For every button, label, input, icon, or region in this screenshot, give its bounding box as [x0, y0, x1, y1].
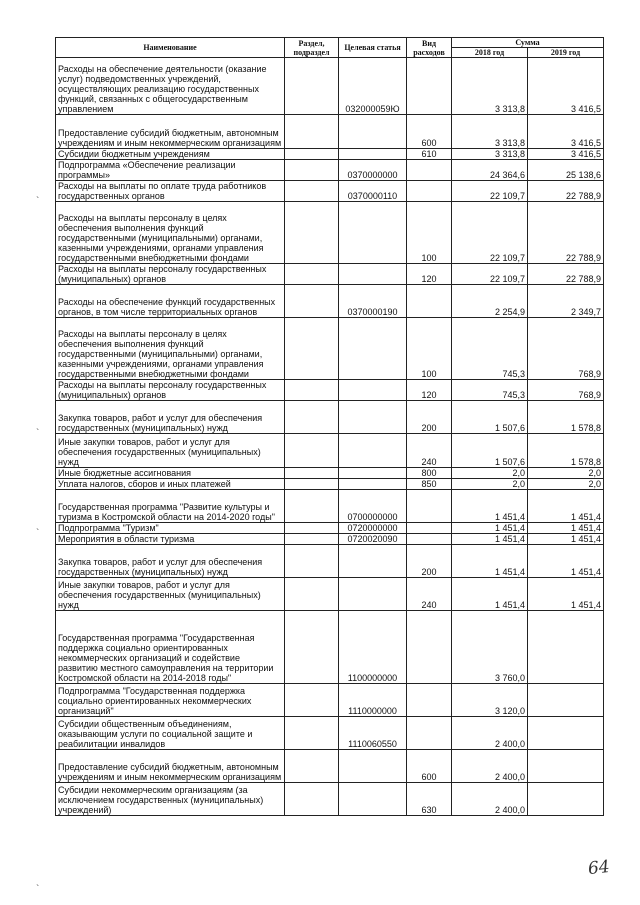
row-section-cell	[285, 545, 339, 578]
margin-mark: `	[36, 196, 40, 207]
row-kind-cell: 600	[407, 750, 452, 783]
page-number: 64	[587, 856, 611, 880]
row-article-cell: 0720000000	[339, 523, 407, 534]
row-section-cell	[285, 202, 339, 264]
row-kind-cell	[407, 523, 452, 534]
row-amount-2019-cell	[528, 783, 604, 816]
row-name-cell: Расходы на выплаты персоналу государственных (муниципальных) органов	[56, 264, 285, 285]
row-section-cell	[285, 479, 339, 490]
row-section-cell	[285, 490, 339, 523]
row-amount-2019-cell: 2,0	[528, 468, 604, 479]
budget-table	[55, 37, 604, 816]
row-amount-2018-cell: 24 364,6	[452, 160, 528, 181]
row-kind-cell: 200	[407, 401, 452, 434]
table-row	[56, 468, 604, 479]
table-row	[56, 545, 604, 578]
row-amount-2019-cell: 2,0	[528, 479, 604, 490]
row-kind-cell: 600	[407, 115, 452, 149]
row-name-cell: Закупка товаров, работ и услуг для обеспечения государственных (муниципальных) нужд	[56, 545, 285, 578]
row-amount-2019-cell: 3 416,5	[528, 149, 604, 160]
row-name-cell: Иные закупки товаров, работ и услуг для обеспечения государственных (муниципальных) нужд	[56, 434, 285, 468]
row-article-cell	[339, 545, 407, 578]
row-amount-2018-cell: 3 120,0	[452, 684, 528, 717]
row-amount-2018-cell: 3 313,8	[452, 149, 528, 160]
row-amount-2019-cell: 25 138,6	[528, 160, 604, 181]
row-section-cell	[285, 523, 339, 534]
row-amount-2018-cell: 1 451,4	[452, 490, 528, 523]
row-section-cell	[285, 534, 339, 545]
row-amount-2019-cell	[528, 750, 604, 783]
row-article-cell	[339, 264, 407, 285]
row-article-cell	[339, 479, 407, 490]
table-row	[56, 115, 604, 149]
row-name-cell: Закупка товаров, работ и услуг для обеспечения государственных (муниципальных) нужд	[56, 401, 285, 434]
row-article-cell	[339, 202, 407, 264]
row-article-cell	[339, 380, 407, 401]
row-amount-2018-cell: 2 400,0	[452, 783, 528, 816]
row-name-cell: Субсидии общественным объединениям, оказывающим услуги по социальной защите и реабилитации инвалидов	[56, 717, 285, 750]
table-row	[56, 717, 604, 750]
col-header-sum: Сумма	[452, 38, 604, 48]
table-row	[56, 523, 604, 534]
row-article-cell: 0370000190	[339, 285, 407, 318]
row-amount-2018-cell: 3 760,0	[452, 611, 528, 684]
table-row	[56, 160, 604, 181]
row-article-cell: 0700000000	[339, 490, 407, 523]
row-name-cell: Расходы на обеспечение деятельности (оказание услуг) подведомственных учреждений, осуществляющих реализацию государственных функций, связанных с общегосударственным управлением	[56, 58, 285, 115]
row-kind-cell	[407, 285, 452, 318]
row-name-cell: Уплата налогов, сборов и иных платежей	[56, 479, 285, 490]
table-row	[56, 149, 604, 160]
row-name-cell: Расходы на выплаты персоналу в целях обеспечения выполнения функций государственными (муниципальными) органами, казенными учреждениями, органами управления государственными внебюджетными фондами	[56, 318, 285, 380]
row-kind-cell	[407, 611, 452, 684]
row-amount-2019-cell	[528, 717, 604, 750]
row-name-cell: Расходы на выплаты персоналу в целях обеспечения выполнения функций государственными (муниципальными) органами, казенными учреждениями, органами управления государственными внебюджетными фондами	[56, 202, 285, 264]
table-row	[56, 58, 604, 115]
row-kind-cell	[407, 58, 452, 115]
col-header-section: Раздел, подраздел	[285, 38, 339, 58]
col-header-kind: Вид расходов	[407, 38, 452, 58]
row-amount-2018-cell: 22 109,7	[452, 264, 528, 285]
row-article-cell	[339, 149, 407, 160]
row-amount-2018-cell: 1 451,4	[452, 578, 528, 611]
table-row	[56, 750, 604, 783]
row-amount-2018-cell: 1 451,4	[452, 545, 528, 578]
row-kind-cell	[407, 717, 452, 750]
row-kind-cell	[407, 684, 452, 717]
row-name-cell: Субсидии бюджетным учреждениям	[56, 149, 285, 160]
row-name-cell: Субсидии некоммерческим организациям (за исключением государственных (муниципальных) учреждений)	[56, 783, 285, 816]
row-name-cell: Государственная программа "Развитие культуры и туризма в Костромской области на 2014-2020 годы"	[56, 490, 285, 523]
row-amount-2018-cell: 2 254,9	[452, 285, 528, 318]
row-section-cell	[285, 115, 339, 149]
row-name-cell: Государственная программа "Государственная поддержка социально ориентированных некоммерческих организаций и содействие развитию местного самоуправления на территории Костромской области на 2014-2018 годы"	[56, 611, 285, 684]
row-amount-2018-cell: 745,3	[452, 380, 528, 401]
row-amount-2019-cell	[528, 611, 604, 684]
row-article-cell: 032000059Ю	[339, 58, 407, 115]
table-row	[56, 285, 604, 318]
row-section-cell	[285, 578, 339, 611]
row-amount-2018-cell: 2,0	[452, 479, 528, 490]
row-section-cell	[285, 434, 339, 468]
row-name-cell: Иные закупки товаров, работ и услуг для обеспечения государственных (муниципальных) нужд	[56, 578, 285, 611]
row-amount-2018-cell: 22 109,7	[452, 202, 528, 264]
row-name-cell: Расходы на выплаты персоналу государственных (муниципальных) органов	[56, 380, 285, 401]
row-amount-2019-cell: 2 349,7	[528, 285, 604, 318]
row-section-cell	[285, 380, 339, 401]
row-article-cell: 1110000000	[339, 684, 407, 717]
table-row	[56, 401, 604, 434]
row-section-cell	[285, 318, 339, 380]
row-name-cell: Иные бюджетные ассигнования	[56, 468, 285, 479]
row-name-cell: Подпрограмма "Туризм"	[56, 523, 285, 534]
row-section-cell	[285, 285, 339, 318]
row-section-cell	[285, 783, 339, 816]
row-section-cell	[285, 717, 339, 750]
row-kind-cell: 120	[407, 380, 452, 401]
table-row	[56, 318, 604, 380]
table-row	[56, 534, 604, 545]
table-row	[56, 684, 604, 717]
table-row	[56, 490, 604, 523]
row-kind-cell: 240	[407, 434, 452, 468]
row-amount-2018-cell: 2 400,0	[452, 717, 528, 750]
table-row	[56, 783, 604, 816]
row-amount-2018-cell: 1 507,6	[452, 434, 528, 468]
row-name-cell: Мероприятия в области туризма	[56, 534, 285, 545]
col-header-year-2019: 2019 год	[528, 48, 604, 58]
col-header-year-2018: 2018 год	[452, 48, 528, 58]
row-section-cell	[285, 264, 339, 285]
row-article-cell	[339, 115, 407, 149]
row-kind-cell	[407, 181, 452, 202]
row-kind-cell	[407, 160, 452, 181]
row-section-cell	[285, 181, 339, 202]
row-article-cell: 0370000110	[339, 181, 407, 202]
row-kind-cell: 630	[407, 783, 452, 816]
row-amount-2019-cell: 22 788,9	[528, 181, 604, 202]
row-amount-2018-cell: 2 400,0	[452, 750, 528, 783]
row-amount-2018-cell: 1 507,6	[452, 401, 528, 434]
row-amount-2019-cell: 1 451,4	[528, 490, 604, 523]
table-row	[56, 202, 604, 264]
row-kind-cell: 240	[407, 578, 452, 611]
row-name-cell: Подпрограмма «Обеспечение реализации программы»	[56, 160, 285, 181]
row-kind-cell: 800	[407, 468, 452, 479]
table-row	[56, 264, 604, 285]
row-amount-2018-cell: 745,3	[452, 318, 528, 380]
row-kind-cell: 100	[407, 318, 452, 380]
row-kind-cell	[407, 490, 452, 523]
row-section-cell	[285, 160, 339, 181]
row-kind-cell	[407, 534, 452, 545]
row-kind-cell: 200	[407, 545, 452, 578]
margin-mark: `	[36, 428, 40, 439]
row-amount-2019-cell: 22 788,9	[528, 264, 604, 285]
row-article-cell	[339, 401, 407, 434]
row-article-cell	[339, 750, 407, 783]
row-amount-2018-cell: 2,0	[452, 468, 528, 479]
row-name-cell: Предоставление субсидий бюджетным, автономным учреждениям и иным некоммерческим организациям	[56, 750, 285, 783]
row-kind-cell: 100	[407, 202, 452, 264]
header-row-top	[56, 38, 604, 48]
row-kind-cell: 850	[407, 479, 452, 490]
row-amount-2019-cell: 1 451,4	[528, 523, 604, 534]
row-section-cell	[285, 149, 339, 160]
row-article-cell	[339, 578, 407, 611]
row-article-cell	[339, 468, 407, 479]
row-amount-2019-cell: 1 451,4	[528, 578, 604, 611]
table-row	[56, 611, 604, 684]
row-amount-2019-cell: 1 578,8	[528, 401, 604, 434]
row-name-cell: Расходы на обеспечение функций государственных органов, в том числе территориальных органов	[56, 285, 285, 318]
row-article-cell: 1110060550	[339, 717, 407, 750]
row-amount-2018-cell: 1 451,4	[452, 523, 528, 534]
row-section-cell	[285, 611, 339, 684]
table-row	[56, 479, 604, 490]
row-amount-2019-cell: 3 416,5	[528, 115, 604, 149]
table-row	[56, 181, 604, 202]
row-section-cell	[285, 401, 339, 434]
row-amount-2019-cell: 1 451,4	[528, 545, 604, 578]
row-amount-2018-cell: 3 313,8	[452, 58, 528, 115]
row-amount-2018-cell: 1 451,4	[452, 534, 528, 545]
table-row	[56, 380, 604, 401]
row-kind-cell: 610	[407, 149, 452, 160]
row-section-cell	[285, 58, 339, 115]
row-amount-2019-cell: 768,9	[528, 380, 604, 401]
row-amount-2019-cell: 1 451,4	[528, 534, 604, 545]
row-amount-2019-cell: 3 416,5	[528, 58, 604, 115]
row-amount-2019-cell: 768,9	[528, 318, 604, 380]
row-amount-2019-cell	[528, 684, 604, 717]
row-section-cell	[285, 750, 339, 783]
row-amount-2018-cell: 3 313,8	[452, 115, 528, 149]
table-row	[56, 578, 604, 611]
col-header-article: Целевая статья	[339, 38, 407, 58]
col-header-name: Наименование	[56, 38, 285, 58]
row-section-cell	[285, 468, 339, 479]
row-amount-2019-cell: 22 788,9	[528, 202, 604, 264]
row-name-cell: Расходы на выплаты по оплате труда работников государственных органов	[56, 181, 285, 202]
row-section-cell	[285, 684, 339, 717]
row-article-cell	[339, 434, 407, 468]
row-name-cell: Подпрограмма "Государственная поддержка социально ориентированных некоммерческих организаций"	[56, 684, 285, 717]
row-article-cell	[339, 783, 407, 816]
row-amount-2018-cell: 22 109,7	[452, 181, 528, 202]
margin-mark: `	[36, 528, 40, 539]
table-row	[56, 434, 604, 468]
row-name-cell: Предоставление субсидий бюджетным, автономным учреждениям и иным некоммерческим организациям	[56, 115, 285, 149]
row-article-cell: 0720020090	[339, 534, 407, 545]
row-article-cell: 1100000000	[339, 611, 407, 684]
margin-mark: `	[36, 884, 40, 895]
row-article-cell	[339, 318, 407, 380]
row-article-cell: 0370000000	[339, 160, 407, 181]
row-kind-cell: 120	[407, 264, 452, 285]
row-amount-2019-cell: 1 578,8	[528, 434, 604, 468]
